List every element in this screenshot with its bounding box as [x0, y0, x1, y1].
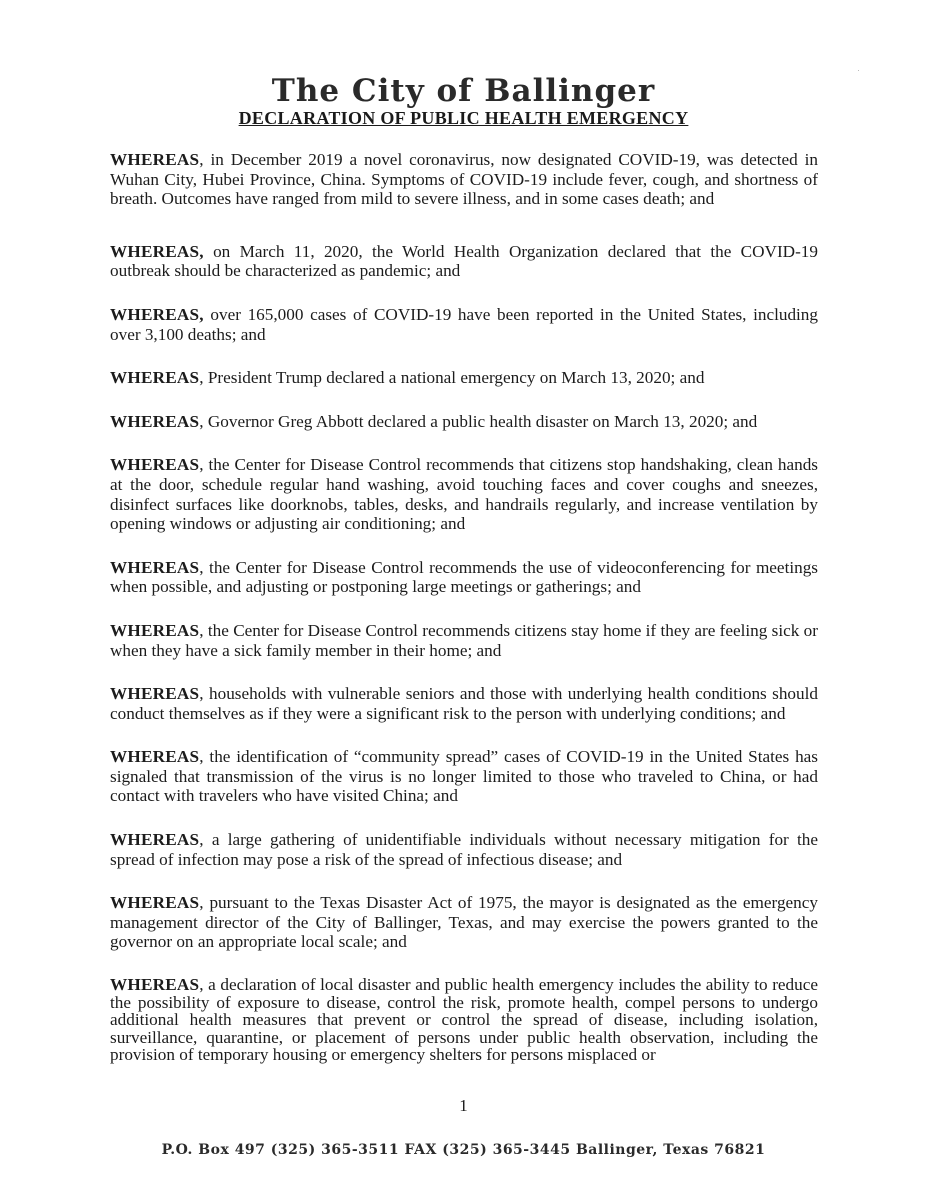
paragraph-12	[110, 893, 818, 952]
paragraph-text: , a large gathering of unidentifiable individuals without necessary mitigation for the spread of infection may pose a risk of the spread of infectious disease; and	[110, 830, 818, 869]
scan-speck	[858, 70, 859, 71]
paragraph-text: , Governor Greg Abbott declared a public health disaster on March 13, 2020; and	[199, 411, 758, 431]
paragraph-text: , the Center for Disease Control recommends that citizens stop handshaking, clean hands at the door, schedule regular hand washing, avoid touching faces and cover coughs and sneezes, disinfect surfaces like doorknobs, tables, desks, and handrails regularly, and increase ventilation by opening windows or adjusting air conditioning; and	[110, 455, 818, 534]
paragraph-10	[110, 747, 818, 806]
paragraph-text: , households with vulnerable seniors and those with underlying health conditions should conduct themselves as if they were a significant risk to the person with underlying conditions; and	[110, 684, 818, 723]
paragraph-5	[110, 412, 818, 432]
paragraph-lead: WHEREAS	[110, 455, 200, 475]
paragraph-lead: WHEREAS	[110, 684, 200, 704]
paragraph-lead: WHEREAS,	[110, 241, 204, 261]
paragraph-lead: WHEREAS	[110, 975, 200, 995]
paragraph-text: on March 11, 2020, the World Health Organization declared that the COVID-19 outbreak should be characterized as pandemic; and	[110, 241, 818, 281]
paragraph-3	[110, 305, 818, 344]
paragraph-11	[110, 830, 818, 869]
paragraph-text: , the identification of “community spread” cases of COVID-19 in the United States has signaled that transmission of the virus is no longer limited to those who traveled to China, or had contact with travelers who have visited China; and	[110, 747, 818, 806]
paragraph-lead: WHEREAS	[110, 150, 200, 169]
paragraph-lead: WHEREAS	[110, 557, 200, 577]
paragraph-lead: WHEREAS	[110, 893, 200, 913]
paragraph-text: , pursuant to the Texas Disaster Act of 1975, the mayor is designated as the emergency management director of the City of Ballinger, Texas, and may exercise the powers granted to the governor on an appropriate local scale; and	[110, 893, 818, 952]
paragraph-lead: WHEREAS	[110, 747, 200, 767]
document-body	[110, 150, 818, 1064]
paragraph-lead: WHEREAS	[110, 411, 200, 431]
paragraph-text: over 165,000 cases of COVID-19 have been reported in the United States, including over 3,100 deaths; and	[110, 304, 818, 344]
paragraph-text: , President Trump declared a national emergency on March 13, 2020; and	[199, 368, 705, 388]
paragraph-2	[110, 242, 818, 281]
paragraph-lead: WHEREAS	[110, 620, 200, 640]
paragraph-7	[110, 558, 818, 597]
paragraph-4	[110, 368, 818, 388]
paragraph-6	[110, 455, 818, 533]
paragraph-lead: WHEREAS	[110, 368, 200, 388]
paragraph-text: , a declaration of local disaster and public health emergency includes the ability to reduce the possibility of exposure to disease, control the risk, promote health, compel persons to undergo additional health measures that prevent or control the spread of disease, including isolation, surveillance, quarantine, or placement of persons under public health observation, including the provision of temporary housing or emergency shelters for persons misplaced or	[110, 975, 818, 1065]
paragraph-13	[110, 976, 818, 1064]
paragraph-text: , in December 2019 a novel coronavirus, now designated COVID-19, was detected in Wuhan City, Hubei Province, China. Symptoms of COVID-19 include fever, cough, and shortness of breath. Outcomes have ranged from mild to severe illness, and in some cases death; and	[110, 150, 818, 209]
paragraph-lead: WHEREAS	[110, 830, 200, 850]
city-title: The City of Ballinger	[271, 73, 656, 109]
paragraph-1	[110, 150, 818, 209]
paragraph-text: , the Center for Disease Control recommends the use of videoconferencing for meetings when possible, and adjusting or postponing large meetings or gatherings; and	[110, 557, 818, 597]
paragraph-lead: WHEREAS,	[110, 304, 204, 324]
paragraph-text: , the Center for Disease Control recommends citizens stay home if they are feeling sick or when they have a sick family member in their home; and	[110, 620, 818, 660]
page-number: 1	[459, 1096, 468, 1115]
letterhead-footer: P.O. Box 497 (325) 365-3511 FAX (325) 365-3445 Ballinger, Texas 76821	[161, 1142, 766, 1158]
declaration-heading: DECLARATION OF PUBLIC HEALTH EMERGENCY	[238, 108, 689, 128]
paragraph-9	[110, 684, 818, 723]
paragraph-8	[110, 621, 818, 660]
